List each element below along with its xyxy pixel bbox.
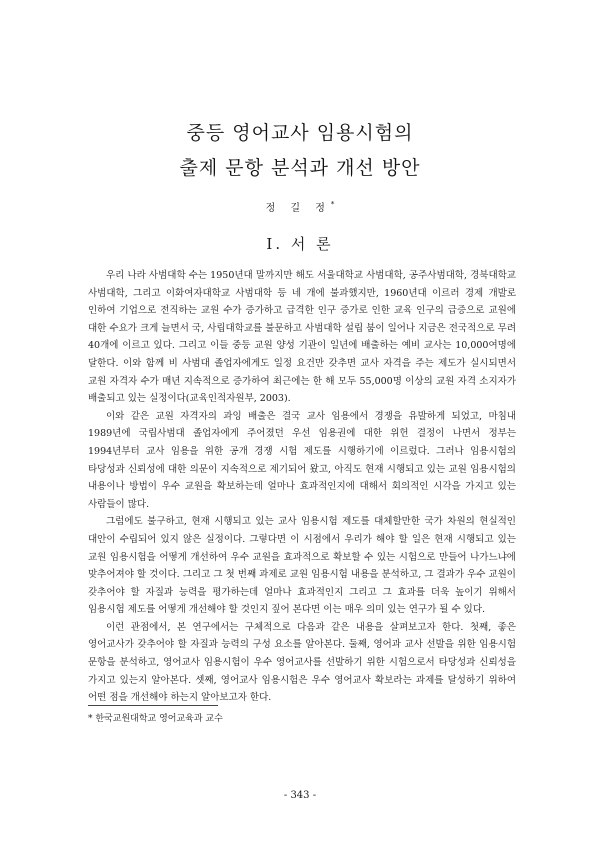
paper-title-line-2: 출제 문항 분석과 개선 방안 bbox=[179, 157, 421, 179]
section-heading: I. 서 론 bbox=[266, 235, 334, 253]
author-name: 정 길 정 bbox=[265, 203, 331, 214]
paper-title-line-1: 중등 영어교사 임용시험의 bbox=[186, 122, 414, 144]
body-text bbox=[88, 267, 516, 707]
paragraph: 우리 나라 사범대학 수는 1950년대 말까지만 해도 서울대학교 사범대학, 공주사범대학, 경북대학교 사범대학, 그리고 이화여자대학교 사범대학 등 네 개에 불과했지만, 1960년대 이르러 경제 개발로 인하여 기업으로 전직하는 교원 수가 증가하고 급격한 인구 증가로 인한 교육 인구의 급증으로 교원에 대한 수요가 크게 늘면서 국, 사립대학교를 불문하고 사범대학 설립 붐이 일어나 지금은 전국적으로 무려 40개에 이르고 있다. 그리고 이들 중등 교원 양성 기관이 일년에 배출하는 예비 교사는 10,000여명에 달한다. 이와 함께 비 사범대 졸업자에게도 일정 요건만 갖추면 교사 자격을 주는 제도가 실시되면서 교원 자격자 수가 매년 지속적으로 증가하여 최근에는 한 해 모두 55,000명 이상의 교원 자격 소지자가 배출되고 있는 실정이다(교육인적자원부, 2003). bbox=[88, 270, 516, 405]
footnote-divider bbox=[88, 705, 218, 706]
paragraph: 그럼에도 불구하고, 현재 시행되고 있는 교사 임용시험 제도를 대체할만한 국가 차원의 현실적인 대안이 수립되어 있지 않은 실정이다. 그렇다면 이 시점에서 우리가 해야 할 일은 현재 시행되고 있는 교원 임용시험을 어떻게 개선하여 우수 교원을 효과적으로 확보할 수 있는 시험으로 만들어 나가느냐에 맞추어져야 할 것이다. 그리고 그 첫 번째 과제로 교원 임용시험 내용을 분석하고, 그 결과가 우수 교원이 갖추어야 할 자질과 능력을 평가하는데 얼마나 효과적인지 그리고 그 효과를 더욱 높이기 위해서 임용시험 제도를 어떻게 개선해야 할 것인지 짚어 본다면 이는 매우 의미 있는 연구가 될 수 있다. bbox=[88, 516, 516, 616]
author bbox=[0, 199, 600, 214]
footnote: * 한국교원대학교 영어교육과 교수 bbox=[88, 714, 223, 724]
author-footnote-mark: * bbox=[330, 200, 335, 209]
paragraph: 이런 관점에서, 본 연구에서는 구체적으로 다음과 같은 내용을 살펴보고자 한다. 첫째, 좋은 영어교사가 갖추어야 할 자질과 능력의 구성 요소를 알아본다. 둘째, 영어과 교사 선발을 위한 임용시험 문항을 분석하고, 영어교사 임용시험이 우수 영어교사를 선발하기 위한 시험으로서 타당성과 신뢰성을 가지고 있는지 알아본다. 셋째, 영어교사 임용시험은 우수 영어교사 확보라는 과제를 달성하기 위하여 어떤 점을 개선해야 하는지 알아보고자 한다. bbox=[88, 621, 516, 704]
page-number: - 343 - bbox=[283, 790, 317, 801]
paragraph: 이와 같은 교원 자격자의 과잉 배출은 결국 교사 임용에서 경쟁을 유발하게 되었고, 마침내 1989년에 국립사범대 졸업자에게 주어졌던 우선 임용권에 대한 위헌 결정이 나면서 정부는 1994년부터 교사 임용을 위한 공개 경쟁 시험 제도를 시행하기에 이르렀다. 그러나 임용시험의 타당성과 신뢰성에 대한 의문이 지속적으로 제기되어 왔고, 아직도 현재 시행되고 있는 교원 임용시험의 내용이나 방법이 우수 교원을 확보하는데 얼마나 효과적인지에 대해서 회의적인 시각을 가지고 있는 사람들이 많다. bbox=[88, 410, 516, 510]
